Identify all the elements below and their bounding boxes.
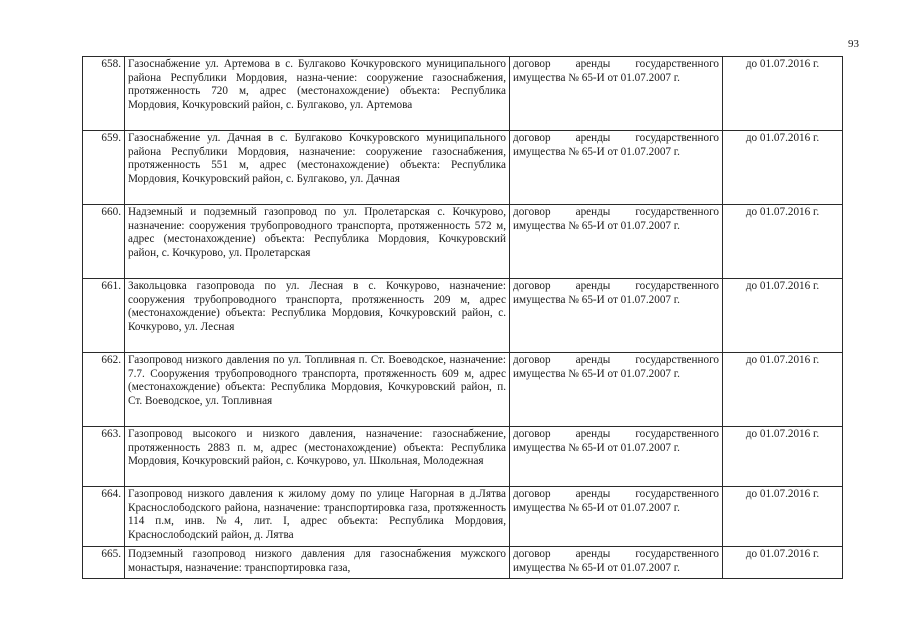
row-number: 661.: [83, 279, 125, 353]
object-description: Газопровод низкого давления по ул. Топливная п. Ст. Воеводское, назначение: 7.7. Сооружения трубопроводного транспорта, протяженность 609 м, адрес (местонахождение) объекта: Республика Мордовия, Кочкуровский район, п. Ст. Воеводское, ул. Топливная: [125, 353, 510, 427]
object-description: Надземный и подземный газопровод по ул. Пролетарская с. Кочкурово, назначение: сооружения трубопроводного транспорта, протяженность 572 м, адрес (местонахождение) объекта: Республика Мордовия, Кочкуровский район, с. Кочкурово, ул. Пролетарская: [125, 205, 510, 279]
term-date: до 01.07.2016 г.: [723, 547, 843, 579]
basis-document: договор аренды государственного имущества № 65-И от 01.07.2007 г.: [510, 427, 723, 487]
object-description: Закольцовка газопровода по ул. Лесная в с. Кочкурово, назначение: сооружения трубопроводного транспорта, протяженность 209 м, адрес (местонахождение) объекта: Республика Мордовия, Кочкуровский район, с. Кочкурово, ул. Лесная: [125, 279, 510, 353]
table-row: [83, 487, 843, 547]
basis-document: договор аренды государственного имущества № 65-И от 01.07.2007 г.: [510, 487, 723, 547]
registry-table: [82, 56, 843, 579]
page-number: 93: [848, 38, 859, 50]
object-description: Газоснабжение ул. Артемова в с. Булгаково Кочкуровского муниципального района Республики Мордовия, назна-чение: сооружение газоснабжения, протяженность 720 м, адрес (местонахождение) объекта: Республика Мордовия, Кочкуровский район, с. Булгаково, ул. Артемова: [125, 57, 510, 131]
basis-document: договор аренды государственного имущества № 65-И от 01.07.2007 г.: [510, 353, 723, 427]
row-number: 659.: [83, 131, 125, 205]
basis-document: договор аренды государственного имущества № 65-И от 01.07.2007 г.: [510, 57, 723, 131]
row-number: 663.: [83, 427, 125, 487]
term-date: до 01.07.2016 г.: [723, 131, 843, 205]
row-number: 664.: [83, 487, 125, 547]
term-date: до 01.07.2016 г.: [723, 205, 843, 279]
object-description: Подземный газопровод низкого давления для газоснабжения мужского монастыря, назначение: транспортировка газа,: [125, 547, 510, 579]
basis-document: договор аренды государственного имущества № 65-И от 01.07.2007 г.: [510, 547, 723, 579]
table-row: [83, 547, 843, 579]
term-date: до 01.07.2016 г.: [723, 427, 843, 487]
table-row: [83, 427, 843, 487]
basis-document: договор аренды государственного имущества № 65-И от 01.07.2007 г.: [510, 205, 723, 279]
term-date: до 01.07.2016 г.: [723, 279, 843, 353]
row-number: 662.: [83, 353, 125, 427]
table-row: [83, 353, 843, 427]
row-number: 665.: [83, 547, 125, 579]
table-row: [83, 279, 843, 353]
term-date: до 01.07.2016 г.: [723, 353, 843, 427]
object-description: Газоснабжение ул. Дачная в с. Булгаково Кочкуровского муниципального района Республики Мордовия, назначение: сооружение газоснабжения, протяженность 551 м, адрес (местонахождение) объекта: Республика Мордовия, Кочкуровский район, с. Булгаково, ул. Дачная: [125, 131, 510, 205]
table-row: [83, 131, 843, 205]
basis-document: договор аренды государственного имущества № 65-И от 01.07.2007 г.: [510, 279, 723, 353]
term-date: до 01.07.2016 г.: [723, 487, 843, 547]
object-description: Газопровод высокого и низкого давления, назначение: газоснабжение, протяженность 2883 п. м, адрес (местонахождение) объекта: Республика Мордовия, Кочкуровский район, с. Кочкурово, ул. Школьная, Молодежная: [125, 427, 510, 487]
term-date: до 01.07.2016 г.: [723, 57, 843, 131]
table-row: [83, 57, 843, 131]
row-number: 660.: [83, 205, 125, 279]
row-number: 658.: [83, 57, 125, 131]
basis-document: договор аренды государственного имущества № 65-И от 01.07.2007 г.: [510, 131, 723, 205]
table-row: [83, 205, 843, 279]
object-description: Газопровод низкого давления к жилому дому по улице Нагорная в д.Лятва Краснослободского района, назначение: транспортировка газа, протяженность 114 п.м, инв. №4, лит. I, адрес объекта: Республика Мордовия, Краснослободский район, д. Лятва: [125, 487, 510, 547]
